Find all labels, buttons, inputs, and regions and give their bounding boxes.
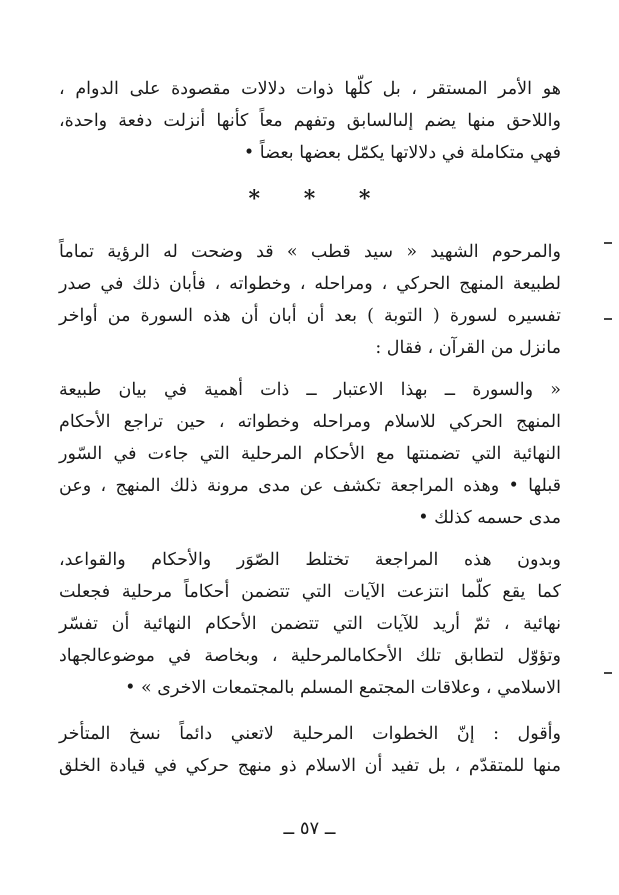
section-separator (0, 186, 619, 214)
paragraph-line: منها للمتقدّم ، بل تفيد أن الاسلام ذو منهج حركي في قيادة الخلق (59, 756, 561, 776)
paragraph-line: فهي متكاملة في دلالاتها يكمّل بعضها بعضاً • (243, 143, 561, 163)
paragraph-line: مانزل من القرآن ، فقال : (375, 338, 561, 358)
separator-star: * (358, 186, 371, 212)
paragraph-line: لطبيعة المنهج الحركي ، ومراحله ، وخطواته ، فأبان ذلك في صدر (59, 274, 561, 294)
quotation-paragraph (59, 374, 561, 534)
paragraph-line: وأقول : إنّ الخطوات المرحلية لاتعني دائماً نسخ المتأخر (59, 724, 561, 744)
scan-margin-mark (604, 242, 612, 244)
paragraph-1 (59, 73, 561, 169)
paragraph-line: والمرحوم الشهيد « سيد قطب » قد وضحت له الرؤية تماماً (59, 242, 561, 262)
paragraph-line: المنهج الحركي للاسلام ومراحله وخطواته ، حين تراجع الأحكام (59, 412, 561, 432)
paragraph-line: مدى حسمه كذلك • (418, 508, 561, 528)
paragraph-line: وبدون هذه المراجعة تختلط الصّوَر والأحكام والقواعد، (59, 550, 561, 570)
paragraph-line: قبلها • وهذه المراجعة تكشف عن مدى مرونة ذلك المنهج ، وعن (59, 476, 561, 496)
paragraph-line: الاسلامي ، وعلاقات المجتمع المسلم بالمجتمعات الاخرى » • (125, 678, 561, 698)
paragraph-line: تفسيره لسورة ( التوبة ) بعد أن أبان أن هذه السورة من أواخر (59, 306, 561, 326)
separator-star: * (303, 186, 316, 212)
separator-star: * (248, 186, 261, 212)
paragraph-line: النهائية التي تضمنتها مع الأحكام المرحلية التي جاءت في السّور (59, 444, 561, 464)
paragraph-line: هو الأمر المستقر ، بل كلّها ذوات دلالات مقصودة على الدوام ، (59, 79, 561, 99)
paragraph-5 (59, 718, 561, 782)
paragraph-line: نهائية ، ثمّ أريد للآيات التي تتضمن الأحكام النهائية أن تفسّر (59, 614, 561, 634)
scan-margin-mark (604, 672, 612, 674)
paragraph-line: وتؤوّل لتطابق تلك الأحكامالمرحلية ، وبخاصة في موضوعالجهاد (59, 646, 561, 666)
paragraph-line: كما يقع كلّما انتزعت الآيات التي تتضمن أحكاماً مرحلية فجعلت (59, 582, 561, 602)
page-number: ــ ٥٧ ــ (283, 818, 336, 839)
paragraph-line: واللاحق منها يضم إلىالسابق وتفهم معاً كأنها أنزلت دفعة واحدة، (59, 111, 561, 131)
paragraph-4 (59, 544, 561, 704)
paragraph-2 (59, 236, 561, 364)
paragraph-line: « والسورة ــ بهذا الاعتبار ــ ذات أهمية في بيان طبيعة (59, 380, 561, 400)
scan-margin-mark (604, 318, 612, 320)
